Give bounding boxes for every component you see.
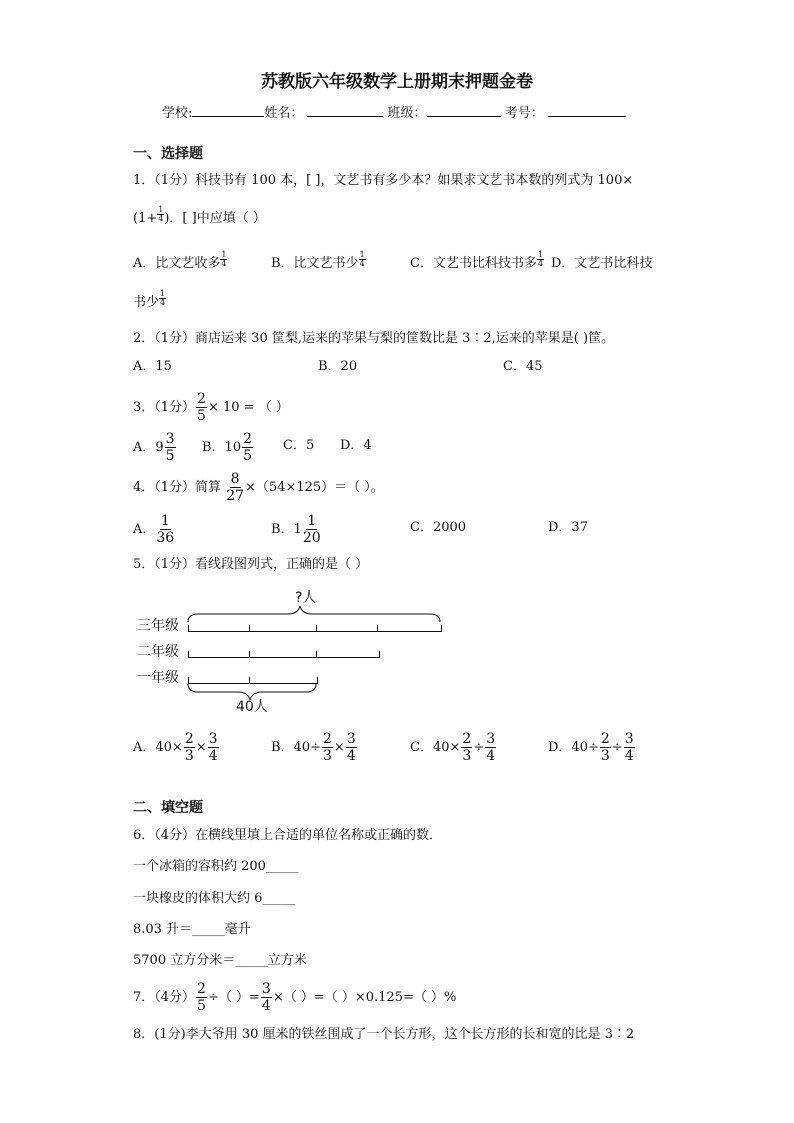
q2-text: 2．（1分）商店运来 30 筐梨,运来的苹果与梨的筐数比是 3∶2,运来的苹果是( )筐。 [133, 331, 615, 346]
q6-line-3[interactable]: 8.03 升＝_____毫升 [133, 922, 251, 937]
tick [316, 651, 317, 657]
q4-option-d[interactable]: D．37 [548, 520, 588, 535]
grade3-segment [188, 625, 442, 632]
q8-text: 8．(1分)李大爷用 30 厘米的铁丝围成了一个长方形，这个长方形的长和宽的比是 3∶2 [133, 1027, 635, 1042]
diagram-top-label: ?人 [295, 590, 317, 606]
q5-text: 5．（1分）看线段图列式，正确的是（ ） [133, 557, 369, 572]
page-title: 苏教版六年级数学上册期末押题金卷 [261, 72, 533, 92]
tick [316, 625, 317, 631]
q3-option-c[interactable]: C．5 [283, 438, 315, 453]
q2-option-b[interactable]: B．20 [318, 359, 358, 374]
tick [249, 625, 250, 631]
q2-option-c[interactable]: C．45 [503, 359, 543, 374]
name-label: 姓名： [264, 106, 304, 121]
q6-line-4[interactable]: 5700 立方分米＝_____立方米 [133, 953, 307, 968]
grade3-label: 三年级 [137, 618, 179, 634]
q5-option-b[interactable]: B．40÷ $\frac{2}{3}$ × $\frac{3}{4}$ [271, 731, 356, 764]
q4-option-b[interactable]: B．1 $\frac{1}{20}$ [271, 513, 321, 546]
student-info-line [162, 104, 626, 120]
q1-fraction: $\frac{1}{4}$ [158, 205, 164, 223]
tick [249, 677, 250, 683]
q4-option-a[interactable]: A． $\frac{1}{36}$ [133, 513, 175, 546]
section-choice-heading: 一、选择题 [133, 146, 203, 162]
q1-text-cont: (1+ $\frac{1}{4}$ )．[ ]中应填（ ） [133, 205, 266, 226]
class-label: 班级： [387, 106, 427, 121]
q4-text: 4．（1分）简算 $\frac{8}{27}$ ×（54×125）＝（ ）。 [133, 471, 384, 504]
exam-no-label: 考号： [504, 106, 544, 121]
q6-line-1[interactable]: 一个冰箱的容积约 200_____ [133, 859, 299, 874]
q5-option-c[interactable]: C．40× $\frac{2}{3}$ ÷ $\frac{3}{4}$ [410, 731, 496, 764]
q3-text: 3．（1分） $\frac{2}{5}$ × 10 = （ ） [133, 391, 289, 424]
school-blank[interactable] [192, 104, 264, 117]
exam-no-blank[interactable] [548, 104, 626, 117]
q3-option-a[interactable]: A．9 $\frac{3}{5}$ [133, 431, 175, 464]
grade2-label: 二年级 [137, 644, 179, 660]
q3-option-b[interactable]: B．10 $\frac{2}{5}$ [202, 431, 253, 464]
q1-option-b[interactable]: B．比文艺书少 $\frac{1}{4}$ [271, 250, 365, 271]
class-blank[interactable] [427, 104, 501, 117]
q3-option-d[interactable]: D．4 [340, 438, 372, 453]
grade2-segment [188, 651, 380, 658]
name-blank[interactable] [307, 104, 383, 117]
grade1-label: 一年级 [137, 670, 179, 686]
q1-option-a[interactable]: A．比文艺收多 $\frac{1}{4}$ [133, 250, 227, 271]
q1-option-d-cont: 书少 $\frac{1}{4}$ [133, 289, 166, 310]
q7-text[interactable]: 7．（4分） $\frac{2}{5}$ ÷（ ）= $\frac{3}{4}$ ×（ ）=（ ）×0.125=（ ）% [133, 981, 457, 1014]
q1-text: 1．（1分）科技书有 100 本，[ ]，文艺书有多少本？如果求文艺书本数的列式为 100× [133, 173, 634, 188]
section-fill-heading: 二、填空题 [133, 800, 203, 816]
q1-option-c[interactable]: C．文艺书比科技书多 $\frac{1}{4}$ [410, 250, 544, 271]
school-label: 学校: [162, 106, 193, 121]
q6-line-2[interactable]: 一块橡皮的体积大约 6_____ [133, 891, 295, 906]
tick [377, 625, 378, 631]
grade1-segment [188, 677, 318, 684]
q5-option-a[interactable]: A．40× $\frac{2}{3}$ × $\frac{3}{4}$ [133, 731, 218, 764]
tick [249, 651, 250, 657]
diagram-bottom-label: 40人 [236, 699, 268, 715]
q5-option-d[interactable]: D．40÷ $\frac{2}{3}$ ÷ $\frac{3}{4}$ [548, 731, 634, 764]
q6-text: 6．（4分）在横线里填上合适的单位名称或正确的数． [133, 828, 443, 843]
q1-option-d[interactable]: D．文艺书比科技 [551, 256, 653, 271]
q4-option-c[interactable]: C．2000 [410, 520, 467, 535]
q2-option-a[interactable]: A．15 [133, 359, 172, 374]
